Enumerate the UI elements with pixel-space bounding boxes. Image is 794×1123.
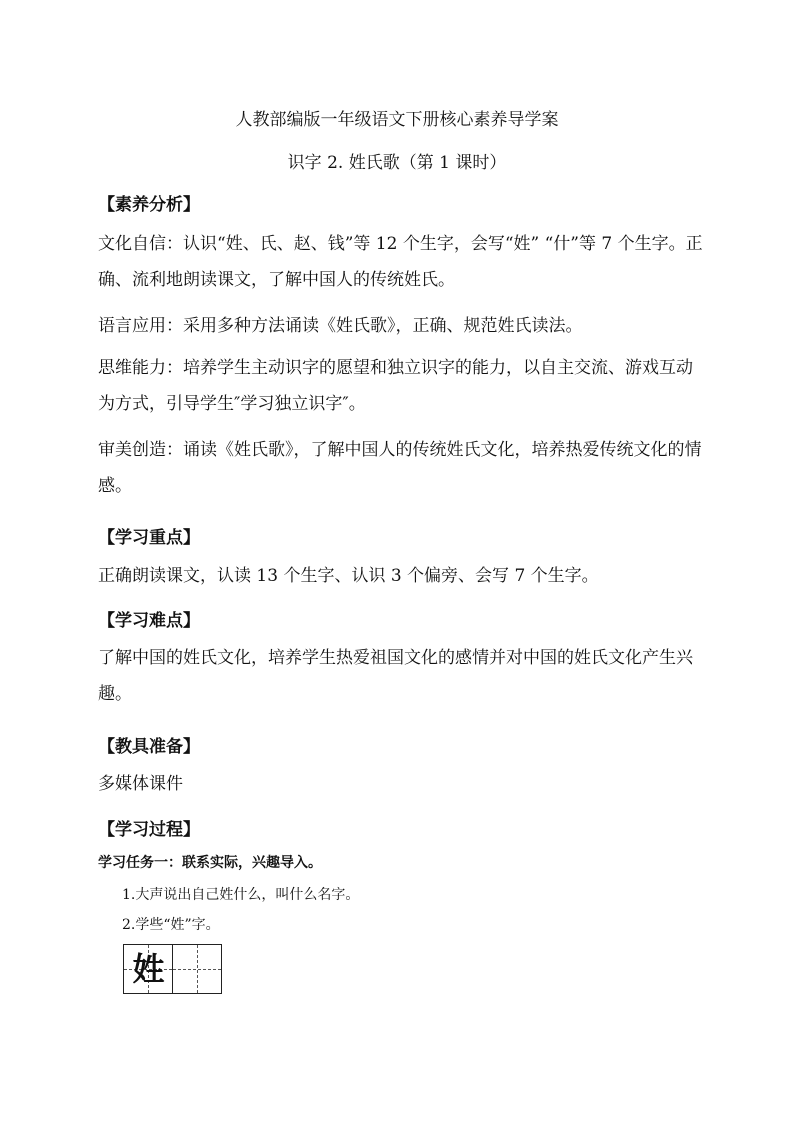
heading-focus: 【学习重点】: [98, 528, 200, 548]
heading-process: 【学习过程】: [98, 820, 200, 840]
character-practice-grid: [123, 944, 222, 994]
materials-text: 多媒体课件: [98, 774, 183, 794]
difficulty-text: 了解中国的姓氏文化，培养学生热爱祖国文化的感情并对中国的姓氏文化产生兴趣。: [98, 648, 693, 704]
analysis-thinking: 思维能力：培养学生主动识字的愿望和独立识字的能力，以自主交流、游戏互动为方式，引导学生″学习独立识字″。: [98, 358, 693, 414]
lesson-subtitle: 识字 2. 姓氏歌（第 1 课时）: [287, 153, 507, 173]
focus-text: 正确朗读课文，认读 13 个生字、认识 3 个偏旁、会写 7 个生字。: [98, 566, 599, 586]
analysis-aesthetic: 审美创造：诵读《姓氏歌》，了解中国人的传统姓氏文化，培养热爱传统文化的情感。: [98, 440, 702, 496]
heading-analysis: 【素养分析】: [98, 195, 200, 215]
task-one-title: 学习任务一：联系实际，兴趣导入。: [98, 855, 322, 871]
process-item-2: 2.学些“姓”字。: [122, 917, 220, 933]
heading-materials: 【教具准备】: [98, 737, 200, 757]
process-item-1: 1.大声说出自己姓什么，叫什么名字。: [122, 887, 360, 903]
heading-difficulty: 【学习难点】: [98, 611, 200, 631]
practice-cell-empty[interactable]: [173, 945, 222, 993]
sample-character: 姓: [132, 950, 165, 988]
analysis-language: 语言应用：采用多种方法诵读《姓氏歌》，正确、规范姓氏读法。: [98, 316, 583, 336]
analysis-culture: 文化自信：认识“姓、氏、赵、钱”等 12 个生字，会写“姓” “什”等 7 个生字。正确、流利地朗读课文，了解中国人的传统姓氏。: [98, 234, 703, 290]
practice-cell-sample: [124, 945, 173, 993]
document-title: 人教部编版一年级语文下册核心素养导学案: [235, 110, 559, 130]
grid-guide-horizontal: [173, 969, 221, 970]
